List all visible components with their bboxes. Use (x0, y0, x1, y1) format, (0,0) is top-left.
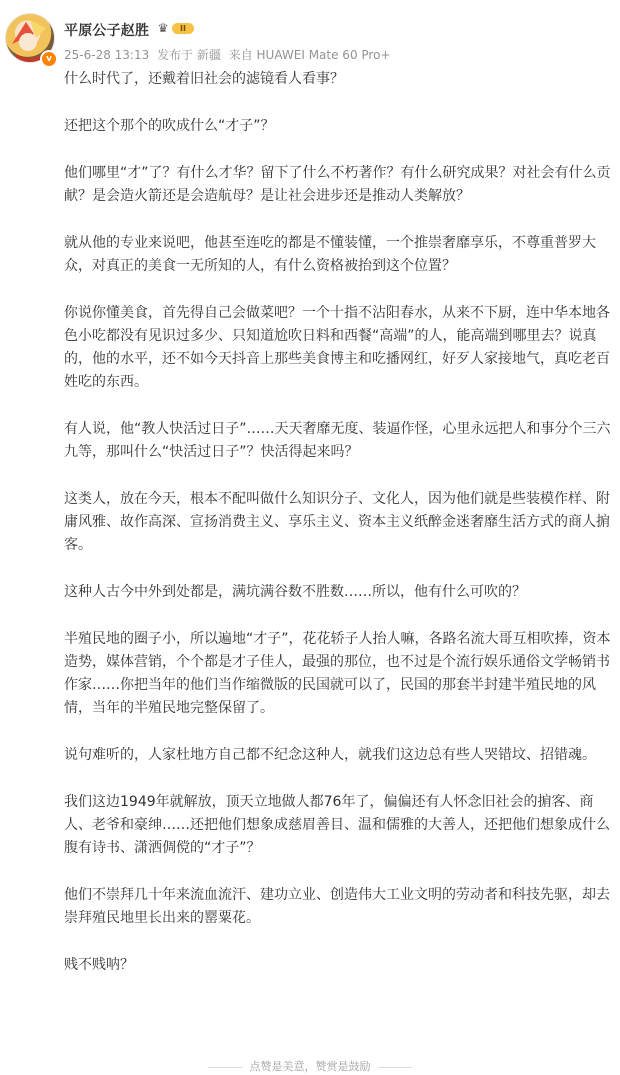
footer-divider-left (208, 1067, 242, 1068)
post-time[interactable]: 25-6-28 13:13 (64, 48, 150, 62)
reward-footer (0, 1058, 620, 1074)
paragraph: 这类人，放在今天，根本不配叫做什么知识分子、文化人，因为他们就是些装模作样、附庸风雅、故作高深、宣扬消费主义、享乐主义、资本主义纸醉金迷奢靡生活方式的商人掮客。 (64, 491, 610, 553)
paragraph: 他们哪里“才”了？有什么才华？留下了什么不朽著作？有什么研究成果？对社会有什么贡献？是会造火箭还是会造航母？是让社会进步还是推动人类解放？ (64, 165, 611, 204)
paragraph: 半殖民地的圈子小，所以遍地“才子”，花花轿子人抬人嘛，各路名流大哥互相吹捧，资本造势，媒体营销，个个都是才子佳人，最强的那位，也不过是个流行娱乐通俗文学畅销书作家……你把当年的他们当作缩微版的民国就可以了，民国的那套半封建半殖民地的风情，当年的半殖民地完整保留了。 (64, 631, 611, 716)
author-name[interactable]: 平原公子赵胜 (64, 23, 150, 39)
paragraph: 有人说，他“教人快活过日子”……天天奢靡无度、装逼作怪，心里永远把人和事分个三六九等，那叫什么“快活过日子”？快活得起来吗？ (64, 421, 611, 460)
paragraph: 你说你懂美食，首先得自己会做菜吧？一个十指不沾阳春水，从来不下厨，连中华本地各色小吃都没有见识过多少、只知道尬吹日料和西餐“高端”的人，能高端到哪里去？说真的，他的水平，还不如今天抖音上那些美食博主和吃播网红，好歹人家接地气，真吃老百姓吃的东西。 (64, 305, 610, 390)
verified-badge-icon: v (40, 50, 58, 68)
user-level-badge[interactable] (156, 21, 196, 35)
footer-divider-right (378, 1067, 412, 1068)
footer-reward-text[interactable]: 点赞是美意，赞赏是鼓励 (249, 1060, 371, 1073)
avatar[interactable] (4, 12, 56, 64)
paragraph: 什么时代了，还戴着旧社会的滤镜看人看事？ (64, 71, 344, 87)
paragraph: 我们这边1949年就解放，顶天立地做人都76年了，偏偏还有人怀念旧社会的掮客、商人、老爷和豪绅……还把他们想象成慈眉善目、温和儒雅的大善人，还把他们想象成什么腹有诗书、潇洒倜傥的“才子”？ (64, 794, 610, 856)
crown-icon: ♛ (157, 21, 169, 35)
paragraph: 他们不崇拜几十年来流血流汗、建功立业、创造伟大工业文明的劳动者和科技先驱，却去崇拜殖民地里长出来的罂粟花。 (64, 887, 610, 926)
paragraph: 还把这个那个的吹成什么“才子”？ (64, 118, 275, 134)
post-meta (64, 46, 394, 63)
post-header (0, 0, 620, 75)
post-location: 发布于 新疆 (157, 48, 221, 62)
post-device: 来自 HUAWEI Mate 60 Pro+ (228, 48, 391, 62)
post-content (64, 68, 612, 1001)
paragraph: 这种人古今中外到处都是，满坑满谷数不胜数……所以，他有什么可吹的？ (64, 584, 526, 600)
paragraph: 就从他的专业来说吧，他甚至连吃的都是不懂装懂，一个推崇奢靡享乐，不尊重普罗大众，对真正的美食一无所知的人，有什么资格被抬到这个位置？ (64, 235, 596, 274)
paragraph: 说句难听的，人家杜地方自己都不纪念这种人，就我们这边总有些人哭错坟、招错魂。 (64, 747, 596, 763)
level-pill: II (172, 23, 194, 34)
paragraph: 贱不贱呐？ (64, 957, 134, 973)
